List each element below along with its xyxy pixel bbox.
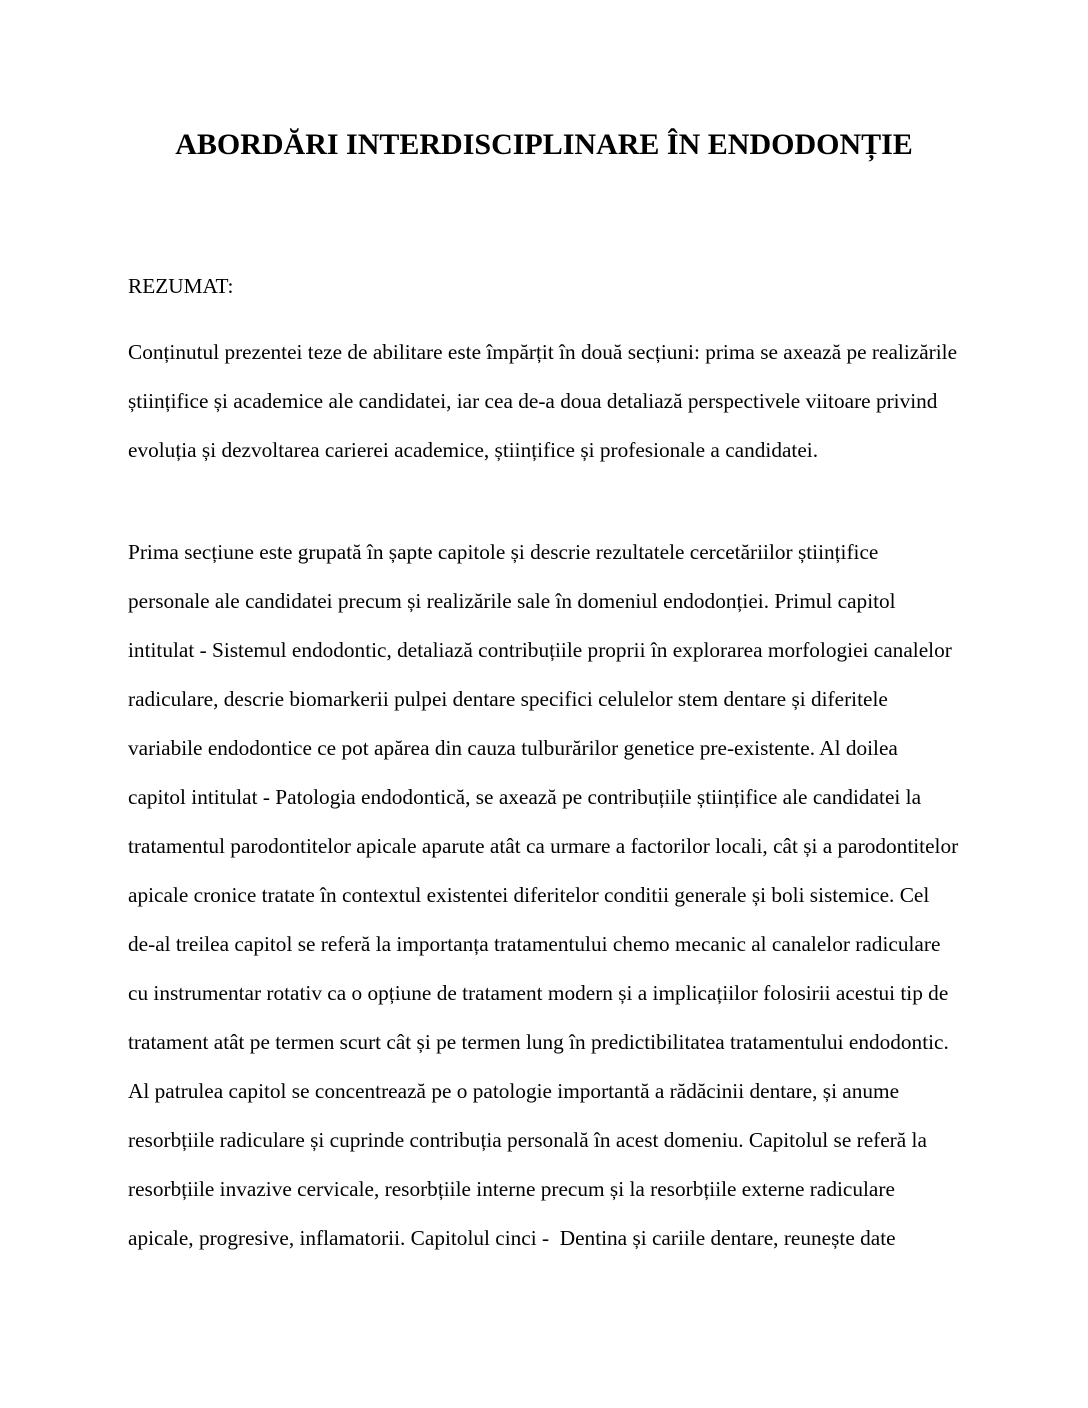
text-line: variabile endodontice ce pot apărea din cauza tulburărilor genetice pre-existente. Al doilea xyxy=(128,736,898,760)
text-line: capitol intitulat - Patologia endodontică, se axează pe contribuțiile științifice ale candidatei la xyxy=(128,785,922,809)
text-line: de-al treilea capitol se referă la importanța tratamentului chemo mecanic al canalelor radiculare xyxy=(128,932,941,956)
text-line: evoluția și dezvoltarea carierei academice, științifice și profesionale a candidatei. xyxy=(128,438,819,462)
text-line: apicale cronice tratate în contextul existentei diferitelor conditii generale și boli sistemice. Cel xyxy=(128,883,930,907)
paragraph-sections xyxy=(128,528,963,1263)
abstract-heading: REZUMAT: xyxy=(128,274,234,298)
text-line: apicale, progresive, inflamatorii. Capitolul cinci - Dentina și cariile dentare, reunește date xyxy=(128,1226,896,1250)
text-line: tratament atât pe termen scurt cât și pe termen lung în predictibilitatea tratamentului endodontic. xyxy=(128,1030,949,1054)
text-line: cu instrumentar rotativ ca o opțiune de tratament modern și a implicațiilor folosirii acestui tip de xyxy=(128,981,949,1005)
text-line: Prima secțiune este grupată în șapte capitole și descrie rezultatele cercetăriilor științifice xyxy=(128,540,879,564)
text-line: personale ale candidatei precum și realizările sale în domeniul endodonției. Primul capitol xyxy=(128,589,896,613)
text-line: tratamentul parodontitelor apicale aparute atât ca urmare a factorilor locali, cât și a parodontitelor xyxy=(128,834,959,858)
page-title: ABORDĂRI INTERDISCIPLINARE ÎN ENDODONȚIE xyxy=(175,128,913,161)
text-line: radiculare, descrie biomarkerii pulpei dentare specifici celulelor stem dentare și diferitele xyxy=(128,687,888,711)
text-line: Conținutul prezentei teze de abilitare este împărțit în două secțiuni: prima se axează pe realizările xyxy=(128,340,958,364)
text-line: resorbțiile invazive cervicale, resorbțiile interne precum și la resorbțiile externe radiculare xyxy=(128,1177,895,1201)
text-line: Al patrulea capitol se concentrează pe o patologie importantă a rădăcinii dentare, și anume xyxy=(128,1079,900,1103)
paragraph-intro xyxy=(128,328,963,475)
text-line: resorbțiile radiculare și cuprinde contribuția personală în acest domeniu. Capitolul se referă la xyxy=(128,1128,927,1152)
text-line: intitulat - Sistemul endodontic, detaliază contribuțiile proprii în explorarea morfologiei canalelor xyxy=(128,638,952,662)
text-line: științifice și academice ale candidatei, iar cea de-a doua detaliază perspectivele viitoare privind xyxy=(128,389,938,413)
